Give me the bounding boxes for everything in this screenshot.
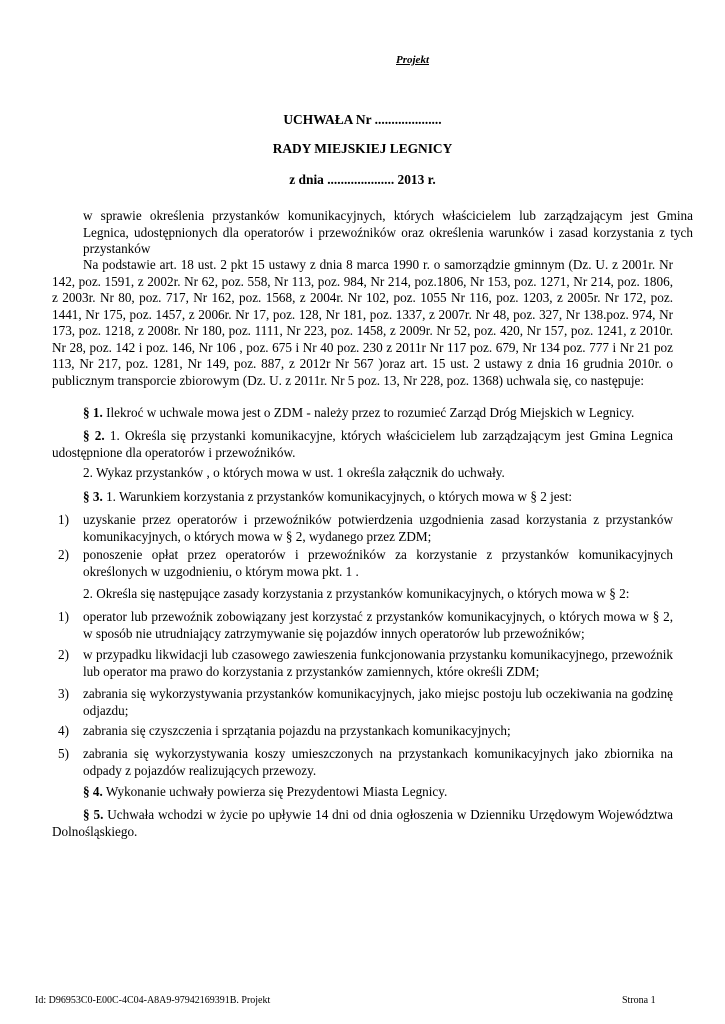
section-3-list1-item-2 (52, 547, 673, 580)
list-text: zabrania się wykorzystywania przystanków komunikacyjnych, jako miejsc postoju lub oczekiwania na godzinę odjazdu; (83, 686, 673, 718)
section-5-paragraph (52, 807, 673, 840)
section-4-paragraph (52, 784, 673, 801)
section-3-list2-item-5 (52, 746, 673, 779)
section-4-text: Wykonanie uchwały powierza się Prezydentowi Miasta Legnicy. (102, 784, 448, 799)
council-name-heading: RADY MIEJSKIEJ LEGNICY (272, 141, 453, 156)
resolution-date-heading: z dnia .................... 2013 r. (289, 172, 436, 187)
section-3-list2-item-1 (52, 609, 673, 642)
list-text: operator lub przewoźnik zobowiązany jest korzystać z przystanków komunikacyjnych, o których mowa w § 2, w sposób nie utrudniający zatrzymywanie się pojazdów innych operatorów lub przewoźników; (83, 609, 673, 641)
section-2-text: 1. Określa się przystanki komunikacyjne, których właścicielem lub zarządzającym jest Gmina Legnica udostępnione dla operatorów i przewoźników. (52, 428, 674, 460)
resolution-subject: w sprawie określenia przystanków komunikacyjnych, których właścicielem lub zarządzającym jest Gmina Legnica, udostępnionych dla operatorów i przewoźników oraz określenia warunków i zasad korzystania z tych przystanków (83, 208, 693, 256)
section-3-mark: § 3. (83, 489, 103, 504)
resolution-number-heading: UCHWAŁA Nr .................... (283, 112, 442, 127)
section-3-point-2: 2. Określa się następujące zasady korzystania z przystanków komunikacyjnych, o których mowa w § 2: (83, 586, 630, 601)
list-number: 5) (58, 746, 69, 761)
section-3-list2-item-2 (52, 647, 673, 680)
list-text: w przypadku likwidacji lub czasowego zawieszenia funkcjonowania przystanku komunikacyjnego, przewoźnik lub operator ma prawo do korzystania z przystanków zamiennych, które określi ZDM; (83, 647, 673, 679)
list-number: 4) (58, 723, 69, 738)
list-number: 1) (58, 512, 69, 527)
section-2-paragraph (52, 428, 673, 461)
list-number: 3) (58, 686, 69, 701)
section-4-mark: § 4. (83, 784, 103, 799)
list-text: zabrania się wykorzystywania koszy umieszczonych na przystankach komunikacyjnych jako zbiornika na odpady z pojazdów realizujących przewozy. (83, 746, 673, 778)
section-2-point-2: 2. Wykaz przystanków , o których mowa w ust. 1 określa załącznik do uchwały. (83, 465, 505, 480)
section-3-list2-item-3 (52, 686, 673, 719)
section-1-paragraph (52, 405, 673, 422)
list-number: 1) (58, 609, 69, 624)
section-3-paragraph (52, 489, 673, 506)
list-text: uzyskanie przez operatorów i przewoźników potwierdzenia uzgodnienia zasad korzystania z przystanków komunikacyjnych, o których mowa w § 2, wydanego przez ZDM; (83, 512, 673, 544)
page-number-footer: Strona 1 (622, 995, 656, 1006)
section-5-text: Uchwała wchodzi w życie po upływie 14 dni od dnia ogłoszenia w Dzienniku Urzędowym Województwa Dolnośląskiego. (52, 807, 674, 839)
section-5-mark: § 5. (83, 807, 104, 822)
section-3-list2-item-4 (52, 723, 673, 740)
section-1-mark: § 1. (83, 405, 103, 420)
list-text: zabrania się czyszczenia i sprzątania pojazdu na przystankach komunikacyjnych; (83, 723, 511, 738)
section-3-text: 1. Warunkiem korzystania z przystanków komunikacyjnych, o których mowa w § 2 jest: (102, 489, 573, 504)
legal-basis-paragraph: Na podstawie art. 18 ust. 2 pkt 15 ustawy z dnia 8 marca 1990 r. o samorządzie gminnym (Dz. U. z 2001r. Nr 142, poz. 1591, z 2002r. Nr 62, poz. 558, Nr 113, poz. 984, Nr 214, poz.1806, Nr 153, poz. 1271, Nr 214, poz. 1806, z 2003r. Nr 80, poz. 717, Nr 162, poz. 1568, z 2004r. Nr 102, poz. 1055 Nr 116, poz. 1203, z 2005r. Nr 172, poz. 1441, Nr 175, poz. 1457, z 2006r. Nr 17, poz. 128, Nr 181, poz. 1337, z 2007r. Nr 48, poz. 327, Nr 138.poz. 974, Nr 173, poz. 1218, z 2008r. Nr 180, poz. 1111, Nr 223, poz. 1458, z 2009r. Nr 52, poz. 420, Nr 157, poz. 1241, z 2010r. Nr 28, poz. 142 i poz. 146, Nr 106 , poz. 675 i Nr 40 poz. 230 z 2011r Nr 117 poz. 679, Nr 134 poz. 777 i Nr 21 poz 113, Nr 217, poz. 1281, Nr 149, poz. 887, z 2012r Nr 567 )oraz art. 15 ust. 2 ustawy z dnia 16 grudnia 2010r. o publicznym transporcie zbiorowym (Dz. U. z 2011r. Nr 5 poz. 13, Nr 228, poz. 1368) uchwala się, co następuje: (52, 257, 673, 388)
document-id-footer: Id: D96953C0-E00C-4C04-A8A9-97942169391B. Projekt (35, 995, 271, 1006)
list-text: ponoszenie opłat przez operatorów i przewoźników za korzystanie z przystanków komunikacyjnych określonych w uzgodnieniu, o którym mowa pkt. 1 . (83, 547, 673, 579)
list-number: 2) (58, 647, 69, 662)
list-number: 2) (58, 547, 69, 562)
projekt-label: Projekt (396, 54, 429, 66)
section-3-list1-item-1 (52, 512, 673, 545)
section-2-mark: § 2. (83, 428, 105, 443)
section-1-text: Ilekroć w uchwale mowa jest o ZDM - należy przez to rozumieć Zarząd Dróg Miejskich w Legnicy. (102, 405, 635, 420)
